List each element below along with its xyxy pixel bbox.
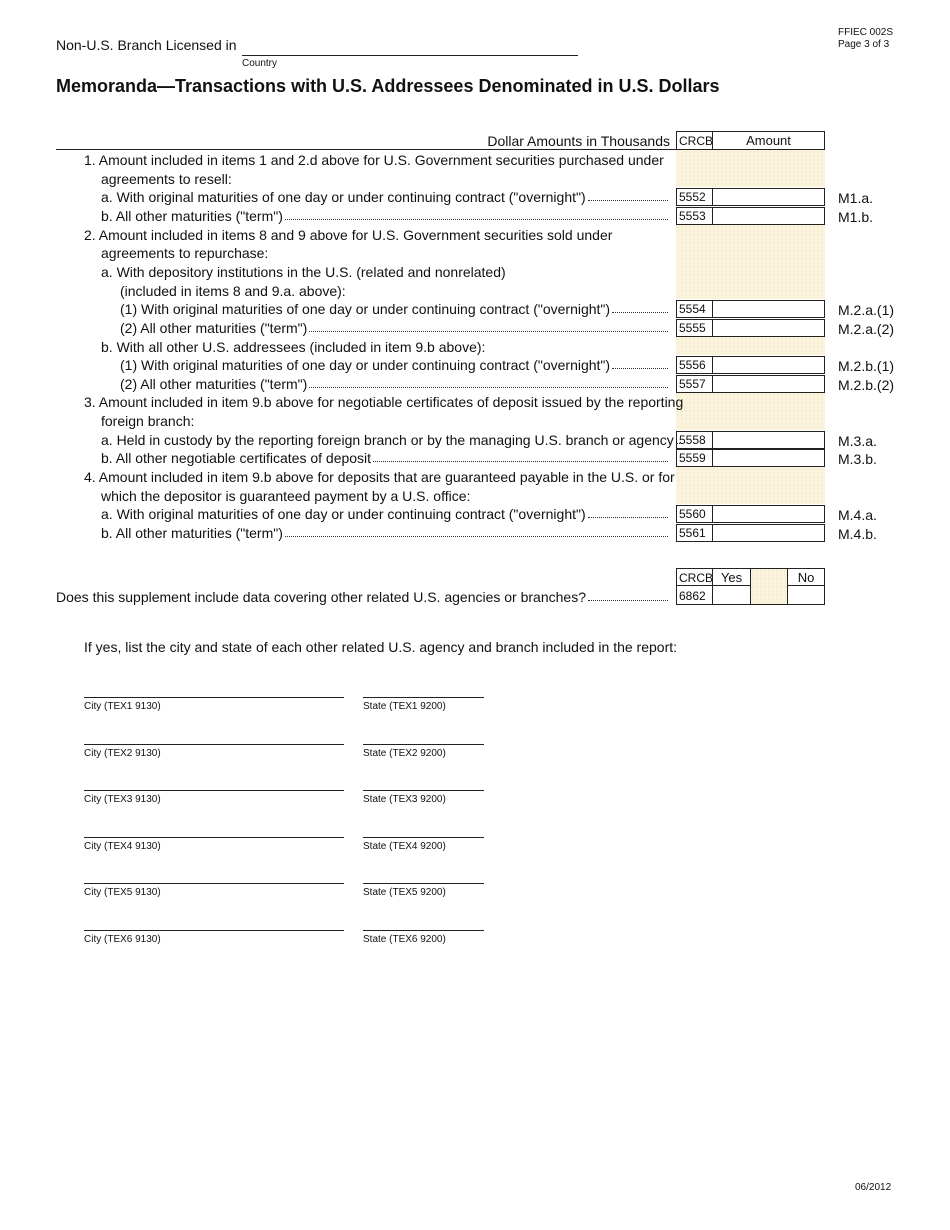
state-input-line[interactable] — [363, 697, 484, 698]
state-input-line[interactable] — [363, 837, 484, 838]
leader-dots — [612, 368, 668, 369]
table-row — [56, 281, 670, 299]
table-row — [56, 169, 670, 187]
table-row — [56, 467, 675, 485]
form-id: FFIEC 002S — [838, 27, 894, 38]
item-label: (included in items 8 and 9.a. above): — [120, 283, 346, 299]
state-label: State (TEX3 9200) — [363, 794, 446, 805]
item-label: 3. Amount included in item 9.b above for negotiable certificates of deposit issued by the reporting — [84, 394, 684, 410]
item-label: a. With depository institutions in the U.S. (related and nonrelated) — [101, 264, 506, 280]
crcb-code: 5553 — [679, 209, 706, 223]
city-input-line[interactable] — [84, 744, 344, 745]
item-label: 4. Amount included in item 9.b above for deposits that are guaranteed payable in the U.S. or for — [84, 469, 675, 485]
item-label: b. All other negotiable certificates of deposit — [101, 450, 372, 466]
code-divider — [712, 300, 713, 318]
list-intro: If yes, list the city and state of each other related U.S. agency and branch included in the report: — [84, 639, 678, 655]
item-reference: M.4.b. — [838, 526, 877, 542]
item-label: (2) All other maturities ("term") — [120, 320, 308, 336]
amount-input[interactable] — [714, 506, 824, 522]
amount-input[interactable] — [714, 432, 824, 448]
city-label: City (TEX2 9130) — [84, 748, 161, 759]
table-row — [56, 243, 670, 261]
table-row — [56, 318, 670, 336]
state-label: State (TEX4 9200) — [363, 841, 446, 852]
city-label: City (TEX4 9130) — [84, 841, 161, 852]
amount-input[interactable] — [714, 189, 824, 205]
state-label: State (TEX5 9200) — [363, 887, 446, 898]
state-label: State (TEX6 9200) — [363, 934, 446, 945]
state-label: State (TEX2 9200) — [363, 748, 446, 759]
item-label: which the depositor is guaranteed payment by a U.S. office: — [101, 488, 471, 504]
table-row — [56, 448, 670, 466]
crcb-header: CRCB — [679, 134, 714, 148]
code-divider — [712, 505, 713, 523]
form-date: 06/2012 — [855, 1182, 892, 1193]
code-divider — [712, 319, 713, 337]
amount-input[interactable] — [714, 301, 824, 317]
table-row — [56, 392, 684, 410]
amount-input[interactable] — [714, 376, 824, 392]
amount-input[interactable] — [714, 450, 824, 466]
item-label: agreements to repurchase: — [101, 245, 269, 261]
city-input-line[interactable] — [84, 883, 344, 884]
leader-dots — [309, 331, 668, 332]
country-label: Country — [242, 58, 278, 69]
item-label: (1) With original maturities of one day or under continuing contract ("overnight") — [120, 357, 611, 373]
item-label: (1) With original maturities of one day or under continuing contract ("overnight") — [120, 301, 611, 317]
city-input-line[interactable] — [84, 790, 344, 791]
table-row — [56, 486, 670, 504]
country-input-line[interactable] — [242, 55, 578, 56]
item-label: a. With original maturities of one day or under continuing contract ("overnight") — [101, 506, 586, 522]
item-label: agreements to resell: — [101, 171, 232, 187]
leader-dots — [285, 219, 668, 220]
branch-label: Non-U.S. Branch Licensed in — [56, 37, 237, 53]
city-label: City (TEX5 9130) — [84, 887, 161, 898]
table-row — [56, 523, 670, 541]
table-row — [56, 262, 670, 280]
state-input-line[interactable] — [363, 883, 484, 884]
code-divider — [712, 375, 713, 393]
state-input-line[interactable] — [363, 790, 484, 791]
state-label: State (TEX1 9200) — [363, 701, 446, 712]
table-row — [56, 206, 670, 224]
leader-dots — [309, 387, 668, 388]
table-row — [56, 150, 670, 168]
question-row — [56, 587, 670, 605]
item-reference: M.2.a.(1) — [838, 302, 895, 318]
item-label: 1. Amount included in items 1 and 2.d above for U.S. Government securities purchased under — [84, 152, 664, 168]
table-row — [56, 430, 674, 448]
city-label: City (TEX6 9130) — [84, 934, 161, 945]
units-label: Dollar Amounts in Thousands — [487, 133, 670, 149]
item-label: a. Held in custody by the reporting foreign branch or by the managing U.S. branch or agency — [101, 432, 674, 448]
code-divider — [712, 188, 713, 206]
shaded-cell — [676, 393, 825, 430]
leader-dots — [588, 600, 668, 601]
table-row — [56, 337, 670, 355]
no-checkbox[interactable] — [789, 587, 824, 604]
crcb-code: 5555 — [679, 321, 706, 335]
leader-dots — [373, 461, 668, 462]
amount-input[interactable] — [714, 525, 824, 541]
crcb-code: 5557 — [679, 377, 706, 391]
yes-header: Yes — [720, 570, 743, 585]
code-divider — [712, 356, 713, 374]
leader-dots — [285, 536, 668, 537]
code-divider — [712, 207, 713, 225]
question-crcb-header: CRCB — [679, 571, 714, 585]
item-label: foreign branch: — [101, 413, 195, 429]
shaded-cell — [676, 225, 825, 299]
amount-input[interactable] — [714, 208, 824, 224]
state-input-line[interactable] — [363, 930, 484, 931]
shaded-cell — [676, 467, 825, 504]
amount-header: Amount — [746, 133, 791, 148]
table-row — [56, 411, 670, 429]
item-label: b. All other maturities ("term") — [101, 525, 283, 541]
no-header: No — [797, 570, 815, 585]
crcb-code: 5561 — [679, 526, 706, 540]
item-reference: M.2.b.(1) — [838, 358, 895, 374]
city-input-line[interactable] — [84, 930, 344, 931]
table-row — [56, 187, 670, 205]
page-title: Memoranda—Transactions with U.S. Addressees Denominated in U.S. Dollars — [56, 76, 720, 96]
leader-dots — [588, 200, 668, 201]
crcb-code: 5558 — [679, 433, 706, 447]
table-row — [56, 299, 670, 317]
code-divider — [712, 431, 713, 449]
crcb-code: 5556 — [679, 358, 706, 372]
item-label: 2. Amount included in items 8 and 9 above for U.S. Government securities sold under — [84, 227, 613, 243]
leader-dots — [588, 517, 668, 518]
item-label: a. With original maturities of one day or under continuing contract ("overnight") — [101, 189, 586, 205]
item-label: (2) All other maturities ("term") — [120, 376, 308, 392]
table-row — [56, 355, 670, 373]
amount-input[interactable] — [714, 320, 824, 336]
code-divider — [712, 449, 713, 467]
city-input-line[interactable] — [84, 697, 344, 698]
shaded-cell — [676, 337, 825, 355]
item-reference: M1.a. — [838, 190, 874, 206]
leader-dots — [612, 312, 668, 313]
shaded-cell — [676, 150, 825, 187]
item-reference: M.3.a. — [838, 433, 877, 449]
crcb-code: 5552 — [679, 190, 706, 204]
city-label: City (TEX1 9130) — [84, 701, 161, 712]
question-text: Does this supplement include data covering other related U.S. agencies or branches? — [56, 589, 586, 605]
item-reference: M.2.a.(2) — [838, 321, 895, 337]
question-code: 6862 — [679, 589, 706, 603]
page-number: Page 3 of 3 — [838, 39, 890, 50]
amount-input[interactable] — [714, 357, 824, 373]
state-input-line[interactable] — [363, 744, 484, 745]
yes-checkbox[interactable] — [714, 587, 749, 604]
item-reference: M1.b. — [838, 209, 874, 225]
table-row — [56, 504, 670, 522]
table-row — [56, 225, 670, 243]
item-reference: M.3.b. — [838, 451, 877, 467]
leader-dots — [676, 443, 680, 444]
crcb-code: 5559 — [679, 451, 706, 465]
item-label: b. With all other U.S. addressees (included in item 9.b above): — [101, 339, 486, 355]
city-input-line[interactable] — [84, 837, 344, 838]
question-divider — [750, 568, 751, 605]
code-divider — [712, 524, 713, 542]
item-reference: M.4.a. — [838, 507, 877, 523]
table-row — [56, 374, 670, 392]
item-label: b. All other maturities ("term") — [101, 208, 283, 224]
shaded-cell — [751, 569, 787, 604]
item-reference: M.2.b.(2) — [838, 377, 895, 393]
city-label: City (TEX3 9130) — [84, 794, 161, 805]
crcb-code: 5560 — [679, 507, 706, 521]
crcb-code: 5554 — [679, 302, 706, 316]
